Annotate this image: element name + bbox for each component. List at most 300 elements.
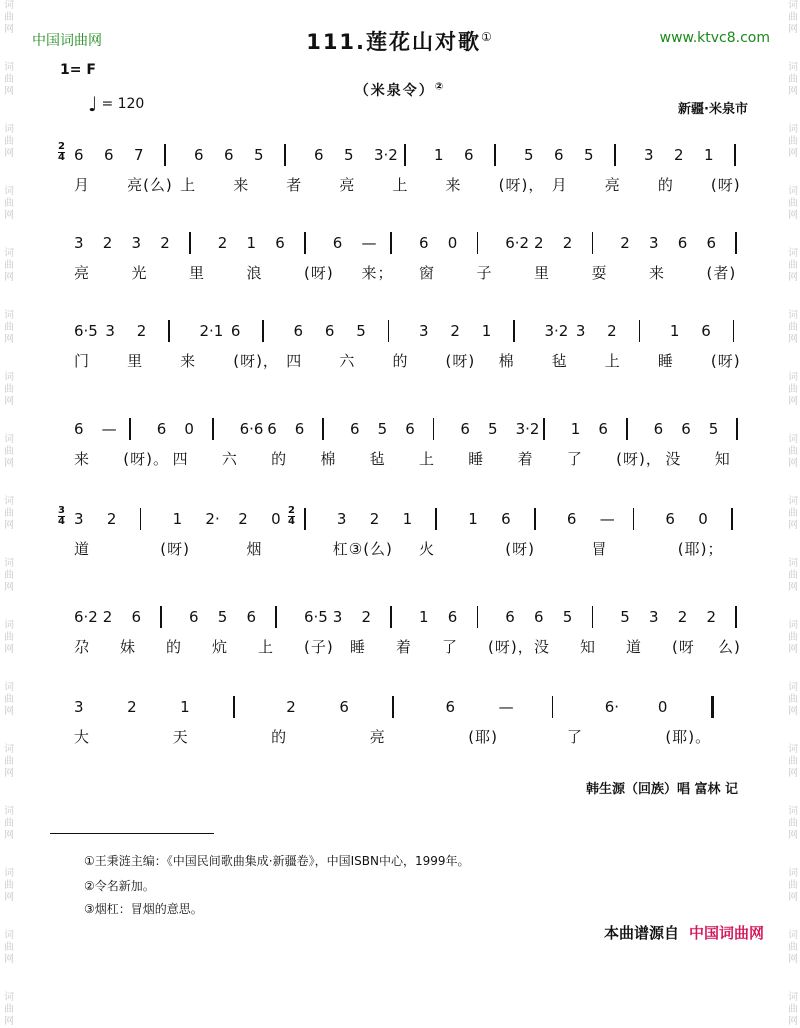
- note: 7: [134, 146, 144, 164]
- note: 6·5: [304, 608, 328, 626]
- lyric-word: 来；: [361, 264, 394, 282]
- note: —: [599, 510, 615, 528]
- lyric-word: 没: [534, 638, 551, 656]
- note: 3: [336, 510, 347, 528]
- note: 2: [706, 608, 717, 626]
- lyric-word: 的: [392, 352, 409, 370]
- region-label: 新疆·米泉市: [678, 102, 748, 117]
- lyric-word: 冒: [591, 540, 608, 558]
- note: 5: [217, 608, 228, 626]
- lyric-row: [60, 344, 760, 368]
- score-line: [60, 506, 760, 556]
- note: 3: [332, 608, 343, 626]
- barline: [435, 508, 437, 530]
- note: 1: [402, 510, 413, 528]
- barline: [633, 508, 635, 530]
- barline: [731, 508, 733, 530]
- lyric-word: (耶): [468, 728, 498, 746]
- barline: [614, 144, 616, 166]
- lyric-word: 来: [180, 352, 197, 370]
- note: 6: [293, 322, 304, 340]
- note: 1: [481, 322, 492, 340]
- watermark-glyph: 词 曲 网: [4, 806, 14, 841]
- lyric-word: 知: [714, 450, 731, 468]
- subtitle-footnote-mark: ②: [434, 81, 446, 93]
- watermark-glyph: 词 曲 网: [788, 558, 798, 593]
- watermark-glyph: 词 曲 网: [788, 806, 798, 841]
- lyric-word: 浪: [246, 264, 263, 282]
- watermark-glyph: 词 曲 网: [788, 372, 798, 407]
- note: 0: [657, 698, 668, 716]
- lyric-word: 里: [127, 352, 144, 370]
- lyric-word: (子): [304, 638, 334, 656]
- lyric-word: (耶)。: [665, 728, 712, 746]
- site-name-left[interactable]: 中国词曲网: [32, 33, 102, 49]
- lyric-row: [60, 168, 760, 192]
- footnote-rule: [50, 833, 214, 834]
- watermark-glyph: 词 曲 网: [788, 62, 798, 97]
- barline: [390, 232, 392, 254]
- barline: [404, 144, 406, 166]
- note: 3: [649, 234, 659, 252]
- lyric-word: 上: [392, 176, 409, 194]
- footnote-2: ②令名新加。: [84, 879, 155, 893]
- note: 6: [267, 420, 277, 438]
- note: 6: [701, 322, 711, 340]
- watermark-glyph: 词 曲 网: [788, 310, 798, 345]
- watermark-right: [786, 0, 800, 1027]
- watermark-glyph: 词 曲 网: [4, 186, 14, 221]
- watermark-glyph: 词 曲 网: [4, 682, 14, 717]
- note: 6: [501, 510, 511, 528]
- lyric-word: (呀): [505, 540, 535, 558]
- watermark-glyph: 词 曲 网: [4, 372, 14, 407]
- note: 5: [377, 420, 388, 438]
- lyric-word: 月: [74, 176, 91, 194]
- watermark-glyph: 词 曲 网: [4, 124, 14, 159]
- note: 2: [136, 322, 147, 340]
- lyric-word: 里: [534, 264, 551, 282]
- barline: [392, 696, 394, 718]
- watermark-glyph: 词 曲 网: [788, 868, 798, 903]
- note: 6: [566, 510, 577, 528]
- note: 2: [217, 234, 228, 252]
- lyric-row: [60, 630, 760, 654]
- final-barline: [711, 696, 714, 718]
- barline: [735, 232, 737, 254]
- lyric-word: 尕: [74, 638, 91, 656]
- note: 6: [350, 420, 360, 438]
- note: 6: [460, 420, 470, 438]
- note: 1: [246, 234, 257, 252]
- note: 2: [286, 698, 296, 716]
- note: 6·5: [74, 322, 98, 340]
- note: 3·2: [515, 420, 540, 438]
- barline: [626, 418, 628, 440]
- note: 6·: [604, 698, 620, 716]
- title-text: 111.莲花山对歌: [306, 30, 482, 54]
- watermark-glyph: 词 曲 网: [4, 930, 14, 965]
- barline: [284, 144, 286, 166]
- note-row: [60, 142, 760, 168]
- lyric-word: (耶)；: [677, 540, 724, 558]
- note: 2: [160, 234, 170, 252]
- note: 1: [468, 510, 478, 528]
- footnote-3: ③烟杠：冒烟的意思。: [84, 902, 203, 916]
- score-line: [60, 604, 760, 654]
- time-signature: 3 4: [58, 505, 65, 527]
- note: 6: [230, 322, 241, 340]
- lyric-word: (呀): [160, 540, 190, 558]
- note: 2: [450, 322, 460, 340]
- note: 3·2: [544, 322, 569, 340]
- note: 1: [172, 510, 183, 528]
- barline: [552, 696, 554, 718]
- note: 0: [271, 510, 281, 528]
- note: 0: [698, 510, 708, 528]
- lyric-word: 门: [74, 352, 91, 370]
- lyric-word: 月: [551, 176, 568, 194]
- barline: [592, 232, 594, 254]
- note: 6·6: [239, 420, 264, 438]
- lyric-word: 光: [131, 264, 148, 282]
- barline: [513, 320, 515, 342]
- note: 5: [344, 146, 354, 164]
- lyric-word: 上: [419, 450, 436, 468]
- note: 5: [562, 608, 573, 626]
- note: 2: [361, 608, 372, 626]
- note: 1: [669, 322, 680, 340]
- note: 3: [74, 510, 84, 528]
- lyric-word: 的: [271, 450, 288, 468]
- lyric-word: 来: [445, 176, 462, 194]
- footnote-1: ①王秉涟主编：《中国民间歌曲集成·新疆卷》，中国ISBN中心，1999年。: [84, 854, 470, 868]
- lyric-word: 毡: [551, 352, 568, 370]
- lyric-word: 耍: [591, 264, 608, 282]
- lyric-word: 毡: [369, 450, 386, 468]
- note: 6: [294, 420, 305, 438]
- lyric-word: 来: [649, 264, 666, 282]
- note: 6: [706, 234, 717, 252]
- note: 2: [607, 322, 617, 340]
- score-line: [60, 318, 760, 368]
- watermark-glyph: 词 曲 网: [788, 620, 798, 655]
- quarter-note-icon: ♩: [88, 92, 98, 116]
- note: 5: [620, 608, 630, 626]
- lyric-row: [60, 442, 760, 466]
- note: 6: [505, 608, 515, 626]
- barline: [275, 606, 277, 628]
- score-line: [60, 142, 760, 192]
- lyric-word: 睡: [468, 450, 485, 468]
- note: 2: [102, 234, 113, 252]
- note: 6: [314, 146, 324, 164]
- barline: [140, 508, 142, 530]
- barline: [304, 232, 306, 254]
- note: 6·2: [74, 608, 98, 626]
- note: 3: [649, 608, 659, 626]
- barline: [639, 320, 641, 342]
- barline: [433, 418, 435, 440]
- note: 6: [74, 420, 84, 438]
- performer-credit: 韩生源（回族）唱 富林 记: [585, 782, 738, 797]
- source-label: 本曲谱源自: [603, 924, 679, 942]
- note: 2: [238, 510, 248, 528]
- barline: [477, 606, 479, 628]
- note: 2: [106, 510, 117, 528]
- note: 6: [447, 608, 458, 626]
- lyric-word: 道: [626, 638, 643, 656]
- barline: [736, 418, 738, 440]
- note: 6: [339, 698, 349, 716]
- watermark-glyph: 词 曲 网: [4, 496, 14, 531]
- note: 3: [575, 322, 586, 340]
- note: 3·2: [374, 146, 398, 164]
- note: 2·: [205, 510, 220, 528]
- lyric-word: 窗: [419, 264, 436, 282]
- note: 2: [620, 234, 630, 252]
- watermark-glyph: 词 曲 网: [788, 124, 798, 159]
- note: 2: [677, 608, 688, 626]
- barline: [129, 418, 131, 440]
- watermark-glyph: 词 曲 网: [4, 434, 14, 469]
- lyric-word: 天: [172, 728, 189, 746]
- note: —: [361, 234, 377, 252]
- source-site-link[interactable]: 中国词曲网: [688, 924, 764, 942]
- note-row: [60, 694, 760, 720]
- note: 2: [674, 146, 684, 164]
- lyric-word: (呀)，: [488, 638, 534, 656]
- note: 6: [681, 420, 691, 438]
- barline: [477, 232, 479, 254]
- lyric-word: 着: [517, 450, 534, 468]
- lyric-word: 的: [166, 638, 183, 656]
- note: 3: [644, 146, 654, 164]
- note: 0: [447, 234, 458, 252]
- note: 6: [224, 146, 234, 164]
- note: 2·1: [199, 322, 224, 340]
- lyric-word: 子: [476, 264, 493, 282]
- lyric-word: (呀): [304, 264, 334, 282]
- lyric-word: 亮: [74, 264, 91, 282]
- barline: [534, 508, 536, 530]
- lyric-word: 上: [180, 176, 197, 194]
- key-signature: 1= F: [60, 62, 96, 78]
- note: 2: [562, 234, 573, 252]
- watermark-glyph: 词 曲 网: [4, 310, 14, 345]
- watermark-glyph: 词 曲 网: [788, 496, 798, 531]
- lyric-word: 来: [74, 450, 91, 468]
- note: 5: [708, 420, 719, 438]
- barline: [262, 320, 264, 342]
- watermark-glyph: 词 曲 网: [788, 992, 798, 1027]
- note: 6: [189, 608, 199, 626]
- barline: [233, 696, 235, 718]
- barline: [543, 418, 545, 440]
- barline: [168, 320, 170, 342]
- barline: [734, 144, 736, 166]
- watermark-glyph: 词 曲 网: [4, 248, 14, 283]
- note: 6: [419, 234, 429, 252]
- note: 6: [332, 234, 343, 252]
- note: 3: [419, 322, 429, 340]
- note: 2: [534, 234, 544, 252]
- barline: [388, 320, 390, 342]
- note: 5: [488, 420, 498, 438]
- lyric-word: 棉: [498, 352, 515, 370]
- barline: [735, 606, 737, 628]
- lyric-word: 四: [286, 352, 303, 370]
- lyric-word: 火: [419, 540, 436, 558]
- note: —: [101, 420, 117, 438]
- lyric-word: 知: [580, 638, 597, 656]
- lyric-word: (呀)。: [123, 450, 169, 468]
- watermark-glyph: 词 曲 网: [788, 930, 798, 965]
- lyric-word: 炕: [212, 638, 229, 656]
- note: 6: [156, 420, 167, 438]
- lyric-word: 亮: [339, 176, 356, 194]
- watermark-glyph: 词 曲 网: [4, 620, 14, 655]
- tempo-marking: [88, 92, 145, 116]
- note-row: [60, 230, 760, 256]
- score-line: [60, 694, 760, 744]
- barline: [322, 418, 324, 440]
- time-signature: 2 4: [58, 141, 65, 163]
- lyric-word: 睡: [350, 638, 367, 656]
- subtitle-text: （米泉令）: [354, 83, 435, 99]
- lyric-word: 亮: [604, 176, 621, 194]
- lyric-word: 四: [172, 450, 189, 468]
- lyric-word: 了: [566, 450, 583, 468]
- lyric-row: [60, 532, 760, 556]
- note: 6·2: [505, 234, 530, 252]
- lyric-word: 者: [286, 176, 303, 194]
- lyric-word: 么): [718, 638, 741, 656]
- note: —: [498, 698, 514, 716]
- note: 6: [324, 322, 335, 340]
- lyric-word: 了: [442, 638, 459, 656]
- barline: [189, 232, 191, 254]
- note: 3: [74, 234, 84, 252]
- note: 6: [665, 510, 675, 528]
- watermark-glyph: 词 曲 网: [788, 744, 798, 779]
- note: 6: [677, 234, 688, 252]
- lyric-word: (呀): [710, 176, 741, 194]
- note: 1: [434, 146, 444, 164]
- title-footnote-mark: ①: [481, 30, 494, 44]
- watermark-left: [2, 0, 16, 1027]
- watermark-glyph: 词 曲 网: [4, 62, 14, 97]
- note-row: [60, 416, 760, 442]
- time-signature: 2 4: [288, 505, 295, 527]
- note: 5: [254, 146, 264, 164]
- watermark-glyph: 词 曲 网: [4, 868, 14, 903]
- note: 2: [127, 698, 137, 716]
- note: 6: [534, 608, 544, 626]
- barline: [304, 508, 306, 530]
- lyric-word: 妹: [120, 638, 137, 656]
- lyric-word: (呀: [672, 638, 695, 656]
- tempo-value: = 120: [101, 96, 145, 112]
- lyric-row: [60, 720, 760, 744]
- note: 1: [704, 146, 714, 164]
- note-row: [60, 506, 760, 532]
- lyric-word: 亮(么): [127, 176, 173, 194]
- watermark-glyph: 词 曲 网: [788, 434, 798, 469]
- note: 6: [131, 608, 142, 626]
- lyric-word: (呀): [710, 352, 741, 370]
- score-line: [60, 230, 760, 280]
- barline: [212, 418, 214, 440]
- site-url-right[interactable]: www.ktvc8.com: [659, 30, 770, 46]
- lyric-word: 道: [74, 540, 91, 558]
- lyric-word: 里: [189, 264, 206, 282]
- note: 2: [102, 608, 113, 626]
- watermark-glyph: 词 曲 网: [788, 0, 798, 35]
- note: 1: [419, 608, 429, 626]
- lyric-word: 着: [396, 638, 413, 656]
- lyric-word: 没: [665, 450, 682, 468]
- lyric-word: 六: [339, 352, 356, 370]
- note: 0: [184, 420, 194, 438]
- lyric-word: (呀)，: [616, 450, 662, 468]
- note: 6: [445, 698, 456, 716]
- note: 6: [246, 608, 257, 626]
- score-line: [60, 416, 760, 466]
- watermark-glyph: 词 曲 网: [4, 992, 14, 1027]
- note: 6: [653, 420, 664, 438]
- lyric-word: 的: [657, 176, 674, 194]
- lyric-word: 大: [74, 728, 91, 746]
- note: 6: [464, 146, 474, 164]
- watermark-glyph: 词 曲 网: [788, 682, 798, 717]
- watermark-glyph: 词 曲 网: [4, 558, 14, 593]
- lyric-word: (者): [706, 264, 737, 282]
- barline: [494, 144, 496, 166]
- note: 6: [598, 420, 608, 438]
- note: 5: [524, 146, 534, 164]
- barline: [160, 606, 162, 628]
- lyric-word: 六: [221, 450, 238, 468]
- lyric-word: (呀): [445, 352, 476, 370]
- lyric-word: 睡: [657, 352, 674, 370]
- watermark-glyph: 词 曲 网: [788, 248, 798, 283]
- note: 6: [405, 420, 415, 438]
- lyric-word: 棉: [320, 450, 337, 468]
- note: 2: [369, 510, 380, 528]
- note: 1: [570, 420, 581, 438]
- note: 6: [104, 146, 114, 164]
- lyric-word: 杠③(么): [332, 540, 393, 558]
- note: 3: [131, 234, 142, 252]
- lyric-word: 烟: [246, 540, 263, 558]
- note: 5: [356, 322, 366, 340]
- lyric-word: (呀)，: [233, 352, 279, 370]
- lyric-word: 上: [258, 638, 275, 656]
- note: 3: [105, 322, 115, 340]
- lyric-word: 的: [271, 728, 288, 746]
- watermark-glyph: 词 曲 网: [4, 744, 14, 779]
- watermark-glyph: 词 曲 网: [4, 0, 14, 35]
- note: 6: [74, 146, 84, 164]
- barline: [390, 606, 392, 628]
- note: 6: [554, 146, 564, 164]
- barline: [592, 606, 594, 628]
- lyric-row: [60, 256, 760, 280]
- note: 3: [74, 698, 84, 716]
- note-row: [60, 318, 760, 344]
- barline: [733, 320, 735, 342]
